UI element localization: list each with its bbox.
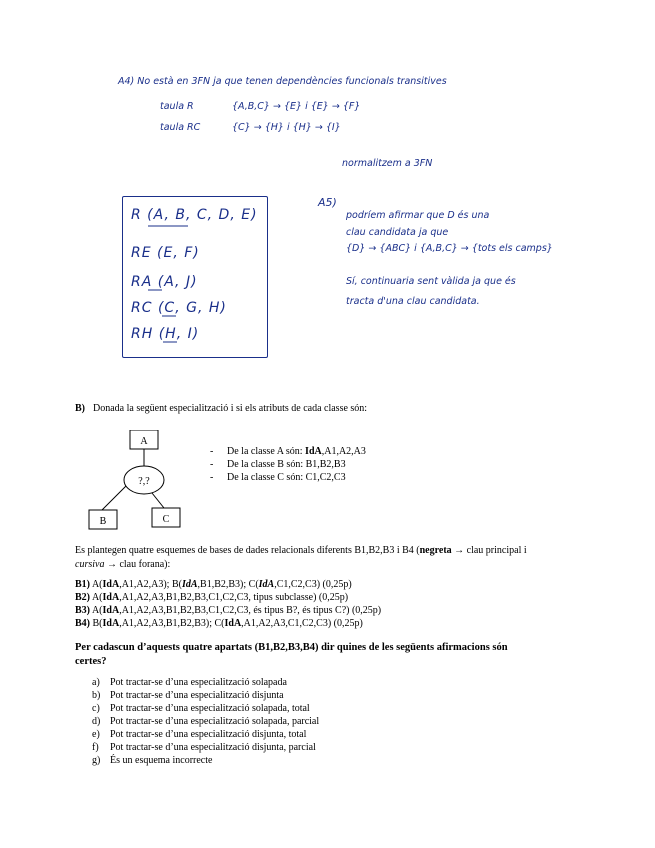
specialization-diagram (86, 430, 206, 534)
option-f: f) Pot tractar-se d’una especialització disjunta, parcial (92, 742, 316, 753)
class-b-label: B (99, 516, 107, 527)
attr-class-b: - De la classe B són: B1,B2,B3 (210, 458, 366, 471)
a5-line-2: clau candidata ja que (346, 227, 449, 238)
option-d: d) Pot tractar-se d’una especialització solapada, parcial (92, 716, 320, 727)
a5-line-5: tracta d'una clau candidata. (346, 296, 480, 307)
option-g: g) És un esquema incorrecte (92, 755, 213, 766)
key-underlines (0, 0, 655, 380)
normalize-note: normalitzem a 3FN (342, 158, 433, 169)
a4-table-rc-label: taula RC (160, 122, 201, 133)
a5-line-3: {D} → {ABC} i {A,B,C} → {tots els camps} (346, 243, 553, 254)
scheme-b2: B2) A(IdA,A1,A2,A3,B1,B2,B3,C1,C2,C3, tipus subclasse) (0,25p) (75, 592, 349, 603)
option-e: e) Pot tractar-se d’una especialització disjunta, total (92, 729, 307, 740)
question-line1: Per cadascun d’aquests quatre apartats (B1,B2,B3,B4) dir quines de les següents afirmacions són (75, 642, 508, 653)
a4-answer-line: A4) No està en 3FN ja que tenen dependències funcionals transitives (118, 76, 447, 87)
connector-b (102, 486, 126, 510)
attr-class-a: - De la classe A són: IdA,A1,A2,A3 (210, 445, 366, 458)
relation-rc: RC (C, G, H) (131, 300, 227, 316)
attr-class-c: - De la classe C són: C1,C2,C3 (210, 471, 366, 484)
circle-label: ?,? (138, 476, 150, 487)
class-c-label: C (162, 514, 170, 525)
a5-line-4: Sí, continuaria sent vàlida ja que és (346, 276, 516, 287)
a4-table-r-deps: {A,B,C} → {E} i {E} → {F} (232, 101, 361, 112)
relation-re: RE (E, F) (131, 245, 200, 261)
options-list (92, 676, 319, 767)
schemes-intro-line2: cursiva → clau forana): (75, 559, 171, 570)
class-attributes-list (210, 445, 366, 484)
a5-label: A5) (318, 196, 337, 209)
scheme-b3: B3) A(IdA,A1,A2,A3,B1,B2,B3,C1,C2,C3, és tipus B?, és tipus C?) (0,25p) (75, 605, 382, 616)
relation-rh: RH (H, I) (131, 326, 200, 342)
a4-table-rc-deps: {C} → {H} i {H} → {I} (232, 122, 341, 133)
schemes-intro-line1: Es plantegen quatre esquemes de bases de dades relacionals diferents B1,B2,B3 i B4 (negreta → clau principal i (75, 545, 527, 556)
relation-ra: RA (A, J) (131, 274, 198, 290)
a5-line-1: podríem afirmar que D és una (346, 210, 490, 221)
relation-r: R (A, B, C, D, E) (131, 207, 258, 223)
class-a-label: A (140, 436, 148, 447)
scheme-b4: B4) B(IdA,A1,A2,A3,B1,B2,B3); C(IdA,A1,A2,A3,C1,C2,C3) (0,25p) (75, 618, 363, 629)
section-b-intro: Donada la següent especialització i si els atributs de cada classe són: (93, 403, 368, 414)
question-line2: certes? (75, 656, 107, 667)
option-b: b) Pot tractar-se d’una especialització disjunta (92, 690, 284, 701)
option-c: c) Pot tractar-se d’una especialització solapada, total (92, 703, 310, 714)
scheme-b1: B1) A(IdA,A1,A2,A3); B(IdA,B1,B2,B3); C(IdA,C1,C2,C3) (0,25p) (75, 579, 352, 590)
handwritten-notes (0, 0, 655, 380)
section-b-label: B) (75, 403, 85, 414)
connector-c (152, 493, 164, 508)
option-a: a) Pot tractar-se d’una especialització solapada (92, 677, 287, 688)
a4-table-r-label: taula R (160, 101, 194, 112)
